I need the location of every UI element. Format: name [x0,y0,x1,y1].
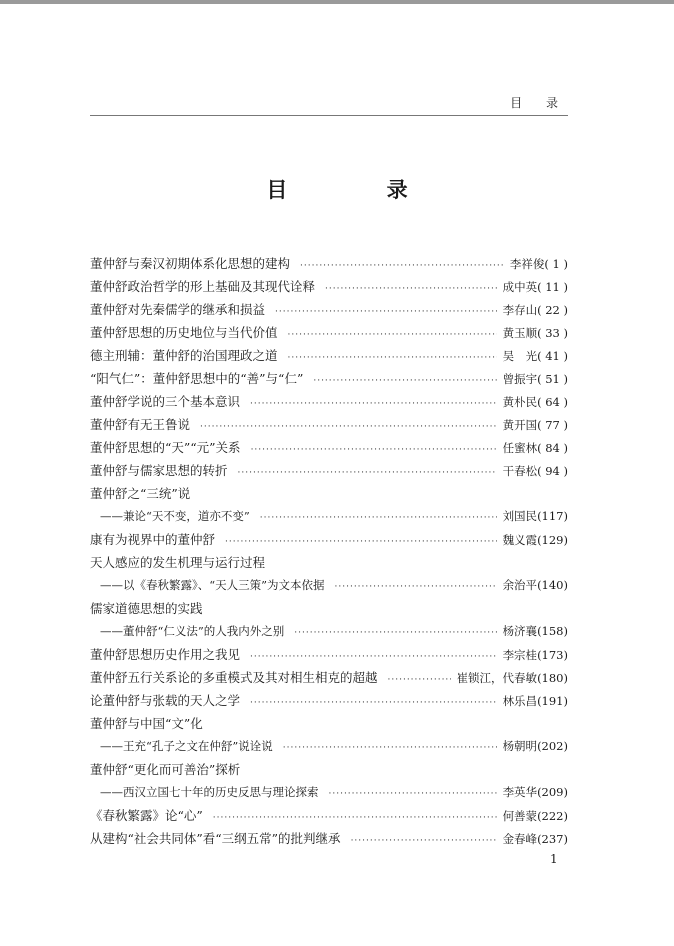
toc-entry-author: 吴 光 [502,349,538,363]
leader-dots [283,737,497,760]
toc-heading [90,712,568,735]
toc-entry[interactable] [90,252,568,275]
toc-entry[interactable] [90,781,568,804]
toc-entry-title: “阳气仁”：董仲舒思想中的“善”与“仁” [90,371,304,386]
toc-heading [90,758,568,781]
toc-entry-title: 董仲舒思想的“天”“元”关系 [90,440,241,455]
toc-entry-title: ——董仲舒“仁义法”的人我内外之别 [100,624,285,638]
toc-entry[interactable] [90,344,568,367]
toc-entry-title: 董仲舒与中国“文”化 [90,716,203,731]
toc-entry-page: (237) [537,832,568,846]
toc-entry-title: 董仲舒之“三统”说 [90,486,191,501]
toc-entry[interactable] [90,367,568,390]
toc-entry-author: 干春松 [502,464,538,478]
leader-dots [260,507,497,530]
leader-dots [288,347,497,370]
toc-entry-title: 董仲舒与秦汉初期体系化思想的建构 [90,256,291,271]
toc-entry[interactable] [90,275,568,298]
leader-dots [325,278,497,301]
leader-dots [300,255,504,278]
leader-dots [238,462,497,485]
page-title: 目 录 [266,178,454,202]
toc-entry-page: (140) [537,578,568,592]
toc-entry-author: 李英华 [502,785,538,799]
toc-entry[interactable] [90,390,568,413]
toc-entry-author: 成中英 [502,280,538,294]
toc-entry-title: 儒家道德思想的实践 [90,601,203,616]
toc-entry-page: ( 64 ) [537,395,568,409]
toc-entry-title: 《春秋繁露》论“心” [90,808,203,823]
toc-entry-page: ( 94 ) [537,464,568,478]
toc-entry-title: 康有为视界中的董仲舒 [90,532,216,547]
toc-entry-page: (117) [537,509,568,523]
leader-dots [294,622,496,645]
toc-entry[interactable] [90,528,568,551]
toc-entry-page: (173) [537,648,568,662]
toc-entry-title: 董仲舒与儒家思想的转折 [90,463,228,478]
toc-entry-title: 天人感应的发生机理与运行过程 [90,555,266,570]
top-border [0,0,674,4]
toc-entry-title: ——王充“孔子之文在仲舒”说诠说 [100,739,273,753]
toc-entry[interactable] [90,436,568,459]
toc-entry-title: 董仲舒有无王鲁说 [90,417,191,432]
leader-dots [335,576,497,599]
toc-entry-author: 林乐昌 [502,694,538,708]
toc-entry[interactable] [90,666,568,689]
toc-entry-title: ——以《春秋繁露》、“天人三策”为文本依据 [100,578,325,592]
toc-entry-title: 董仲舒政治哲学的形上基础及其现代诠释 [90,279,316,294]
leader-dots [351,830,497,853]
toc-entry-title: 论董仲舒与张载的天人之学 [90,693,241,708]
toc-entry-page: ( 77 ) [537,418,568,432]
toc-entry-page: (222) [537,809,568,823]
leader-dots [275,301,497,324]
toc-entry[interactable] [90,643,568,666]
toc-entry-title: 董仲舒对先秦儒学的继承和损益 [90,302,266,317]
toc-entry-page: ( 84 ) [537,441,568,455]
leader-dots [251,439,497,462]
toc-entry-page: (129) [537,533,568,547]
toc-entry-title: 董仲舒思想历史作用之我见 [90,647,241,662]
leader-dots [200,416,497,439]
toc-entry-author: 魏义霞 [502,533,538,547]
toc-heading [90,597,568,620]
leader-dots [250,692,497,715]
toc-entry-author: 李存山 [502,303,538,317]
leader-dots [329,783,497,806]
toc-entry-author: 黄朴民 [502,395,538,409]
toc-entry-page: (180) [537,671,568,685]
leader-dots [250,393,497,416]
toc-entry[interactable] [90,620,568,643]
toc-entry-page: (202) [537,739,568,753]
running-head: 目 录 [510,96,568,110]
toc-entry-title: 从建构“社会共同体”看“三纲五常”的批判继承 [90,831,341,846]
toc-entry-author: 黄玉顺 [502,326,538,340]
toc-entry-page: ( 22 ) [537,303,568,317]
toc-entry-title: 董仲舒思想的历史地位与当代价值 [90,325,278,340]
toc-heading [90,482,568,505]
toc-entry[interactable] [90,298,568,321]
toc-entry-author: 何善蒙 [502,809,538,823]
toc-entry-author: 崔锁江，代春敏 [456,671,538,685]
toc-entry-page: (209) [537,785,568,799]
toc-entry-author: 任蜜林 [502,441,538,455]
toc-entry-title: 董仲舒五行关系论的多重模式及其对相生相克的超越 [90,670,378,685]
leader-dots [388,669,451,692]
toc-entry[interactable] [90,804,568,827]
toc-entry[interactable] [90,827,568,850]
toc-entry-page: ( 33 ) [537,326,568,340]
leader-dots [225,531,497,554]
toc-entry-author: 刘国民 [502,509,538,523]
toc-entry-author: 余治平 [502,578,538,592]
toc-entry-page: ( 41 ) [537,349,568,363]
toc-entry-title: 德主刑辅：董仲舒的治国理政之道 [90,348,278,363]
toc-entry-page: (191) [537,694,568,708]
toc-entry-title: ——兼论“天不变，道亦不变” [100,509,250,523]
toc-entry[interactable] [90,321,568,344]
leader-dots [288,324,497,347]
toc-entry-author: 李宗桂 [502,648,538,662]
toc-entry[interactable] [90,413,568,436]
toc-entry-page: ( 1 ) [544,257,568,271]
toc-entry-page: ( 51 ) [537,372,568,386]
toc-heading [90,551,568,574]
toc-entry-author: 杨朝明 [502,739,538,753]
toc-entry-page: ( 11 ) [537,280,568,294]
toc-entry-title: 董仲舒学说的三个基本意识 [90,394,241,409]
toc-entry-title: ——西汉立国七十年的历史反思与理论探索 [100,785,319,799]
header-rule [90,115,568,116]
page-number: 1 [550,852,558,866]
toc-entry-author: 金春峰 [502,832,538,846]
toc-entry-author: 曾振宇 [502,372,538,386]
toc-entry-author: 黄开国 [502,418,538,432]
toc-entry[interactable] [90,505,568,528]
toc-entry[interactable] [90,459,568,482]
table-of-contents [90,252,568,850]
toc-entry-author: 杨济襄 [502,624,538,638]
toc-entry[interactable] [90,689,568,712]
toc-entry-page: (158) [537,624,568,638]
leader-dots [313,370,496,393]
toc-entry[interactable] [90,735,568,758]
toc-entry[interactable] [90,574,568,597]
toc-entry-author: 李祥俊 [509,257,545,271]
toc-entry-title: 董仲舒“更化而可善治”探析 [90,762,241,777]
